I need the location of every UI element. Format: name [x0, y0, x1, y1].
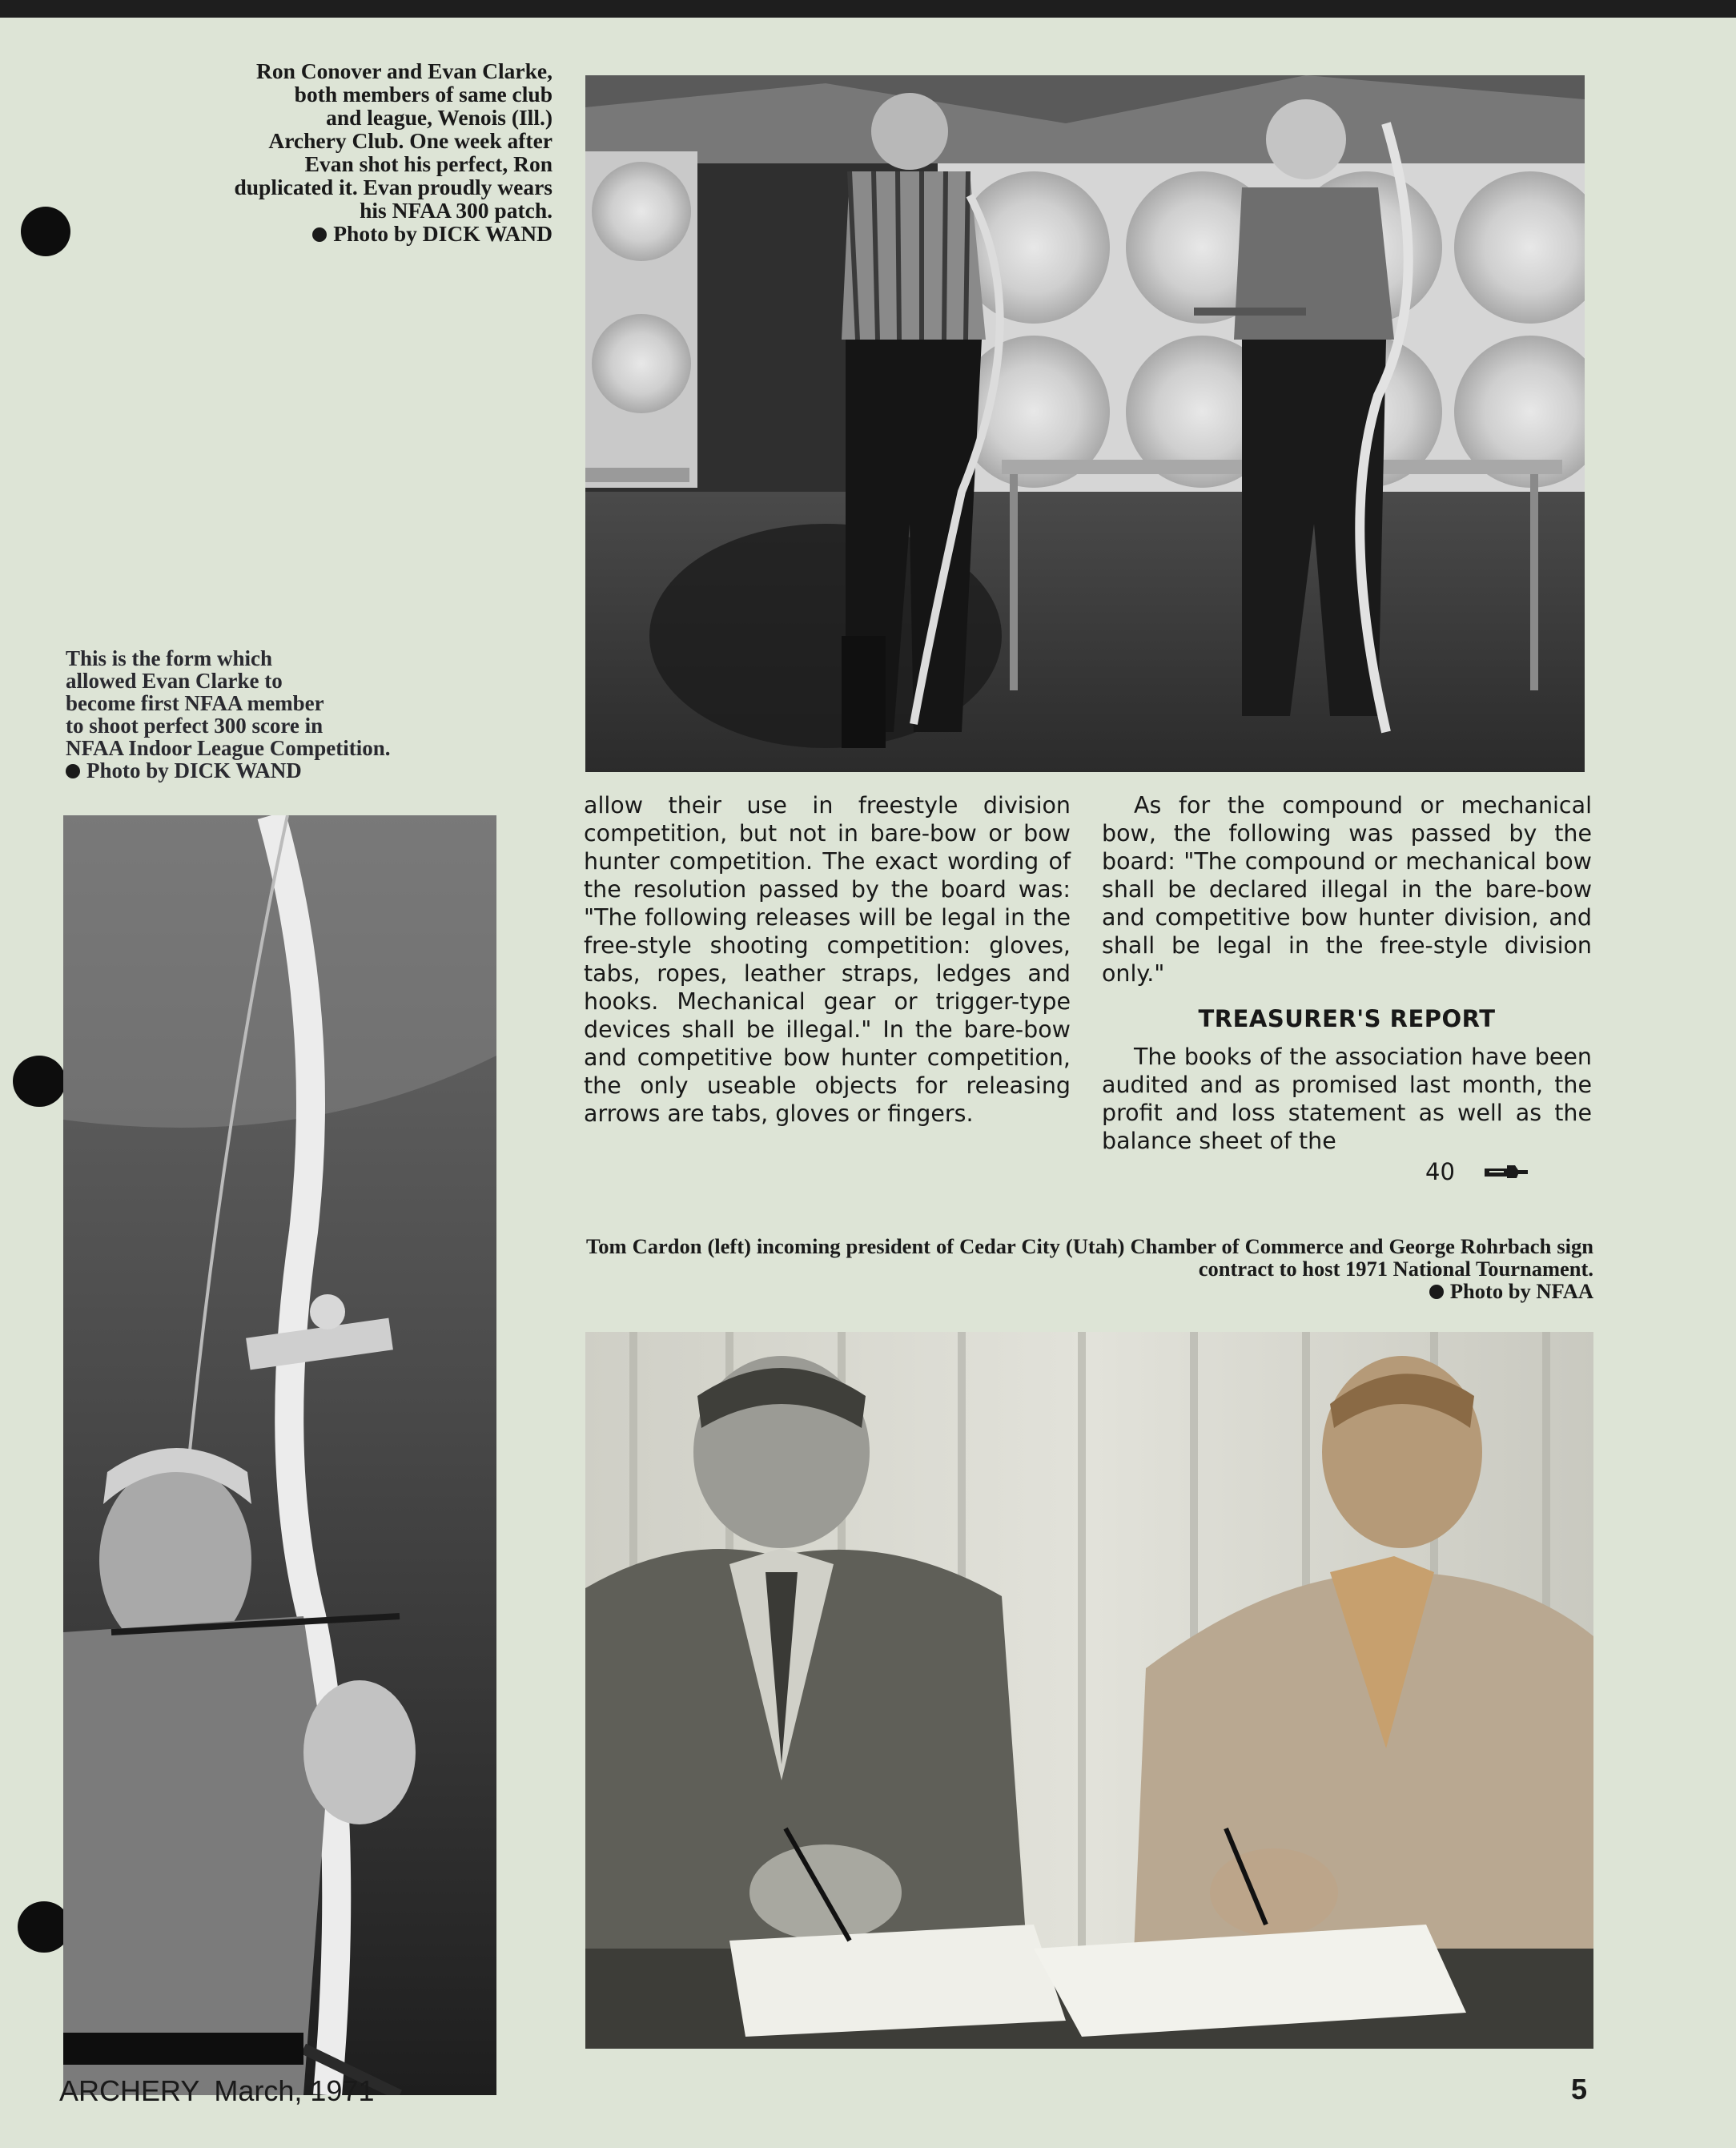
article-paragraph: allow their use in freestyle division competition, but not in bare-bow or bow hunter competition. The exact wording of the resolution passed by the board was: "The following releases will be legal in the free-style shooting competition: gloves, tabs, ropes, leather straps, ledges and hooks. Mechanical gear or trigger-type devices shall be illegal." In the bare-bow and competitive bow hunter competition, the only useable objects for releasing arrows are tabs, gloves or fingers. — [584, 792, 1071, 1127]
section-heading: TREASURER'S REPORT — [1198, 1005, 1496, 1032]
photo-credit — [1429, 1279, 1593, 1303]
caption-line: NFAA Indoor League Competition. — [66, 736, 391, 760]
magazine-name: ARCHERY — [59, 2074, 200, 2107]
caption-line: to shoot perfect 300 score in — [66, 714, 323, 738]
page-footer — [59, 2074, 375, 2108]
photo-credit — [66, 759, 514, 782]
caption-line: both members of same club — [294, 82, 553, 107]
bullet-dot-icon — [1429, 1285, 1444, 1299]
page-number: 5 — [1571, 2073, 1588, 2106]
issue-date: March, 1971 — [214, 2074, 375, 2107]
pointing-hand-icon — [1483, 1160, 1529, 1187]
article-paragraph: The books of the association have been audited and as promised last month, the profit and loss statement as well as the balance sheet of the — [1102, 1044, 1592, 1154]
continued-on-page — [1425, 1158, 1529, 1187]
caption-line: duplicated it. Evan proudly wears — [234, 175, 553, 199]
scan-top-edge — [0, 0, 1736, 18]
caption-line: his NFAA 300 patch. — [360, 198, 553, 223]
binder-hole-middle — [13, 1056, 66, 1107]
bullet-dot-icon — [66, 764, 80, 778]
caption-line: allowed Evan Clarke to — [66, 669, 283, 693]
article-column-1 — [584, 791, 1071, 1128]
photo-contract-signing — [585, 1332, 1593, 2049]
caption-line: become first NFAA member — [66, 691, 324, 715]
photo-archer-drawing-bow — [63, 815, 496, 2095]
photo-credit-text: Photo by DICK WAND — [333, 221, 553, 246]
bullet-dot-icon — [312, 227, 327, 242]
continued-page-number: 40 — [1425, 1158, 1455, 1185]
article-column-2 — [1102, 791, 1592, 1155]
caption-left-photo — [66, 647, 514, 782]
signing-photo-image — [585, 1332, 1593, 2049]
binder-hole-top — [21, 207, 70, 256]
archers-photo-image — [585, 75, 1585, 772]
photo-credit — [120, 222, 553, 245]
caption-text: Tom Cardon (left) incoming president of Cedar City (Utah) Chamber of Commerce and George Rohrbach sign contract to host 1971 National Tournament. — [586, 1234, 1593, 1281]
article-paragraph: As for the compound or mechanical bow, the following was passed by the board: "The compound or mechanical bow shall be declared illegal in the bare-bow and competitive bow hunter division, and shall be legal in the free-style division only." — [1102, 792, 1592, 987]
caption-top-photo — [120, 59, 553, 245]
caption-line: Ron Conover and Evan Clarke, — [255, 58, 553, 83]
caption-line: and league, Wenois (Ill.) — [326, 105, 553, 130]
photo-archers-with-targets — [585, 75, 1585, 772]
caption-line: This is the form which — [66, 646, 273, 670]
caption-bottom-photo — [586, 1235, 1593, 1302]
photo-credit-text: Photo by DICK WAND — [86, 758, 302, 782]
caption-line: Evan shot his perfect, Ron — [304, 151, 553, 176]
archer-photo-image — [63, 815, 496, 2095]
photo-credit-text: Photo by NFAA — [1449, 1279, 1593, 1303]
caption-line: Archery Club. One week after — [268, 128, 553, 153]
